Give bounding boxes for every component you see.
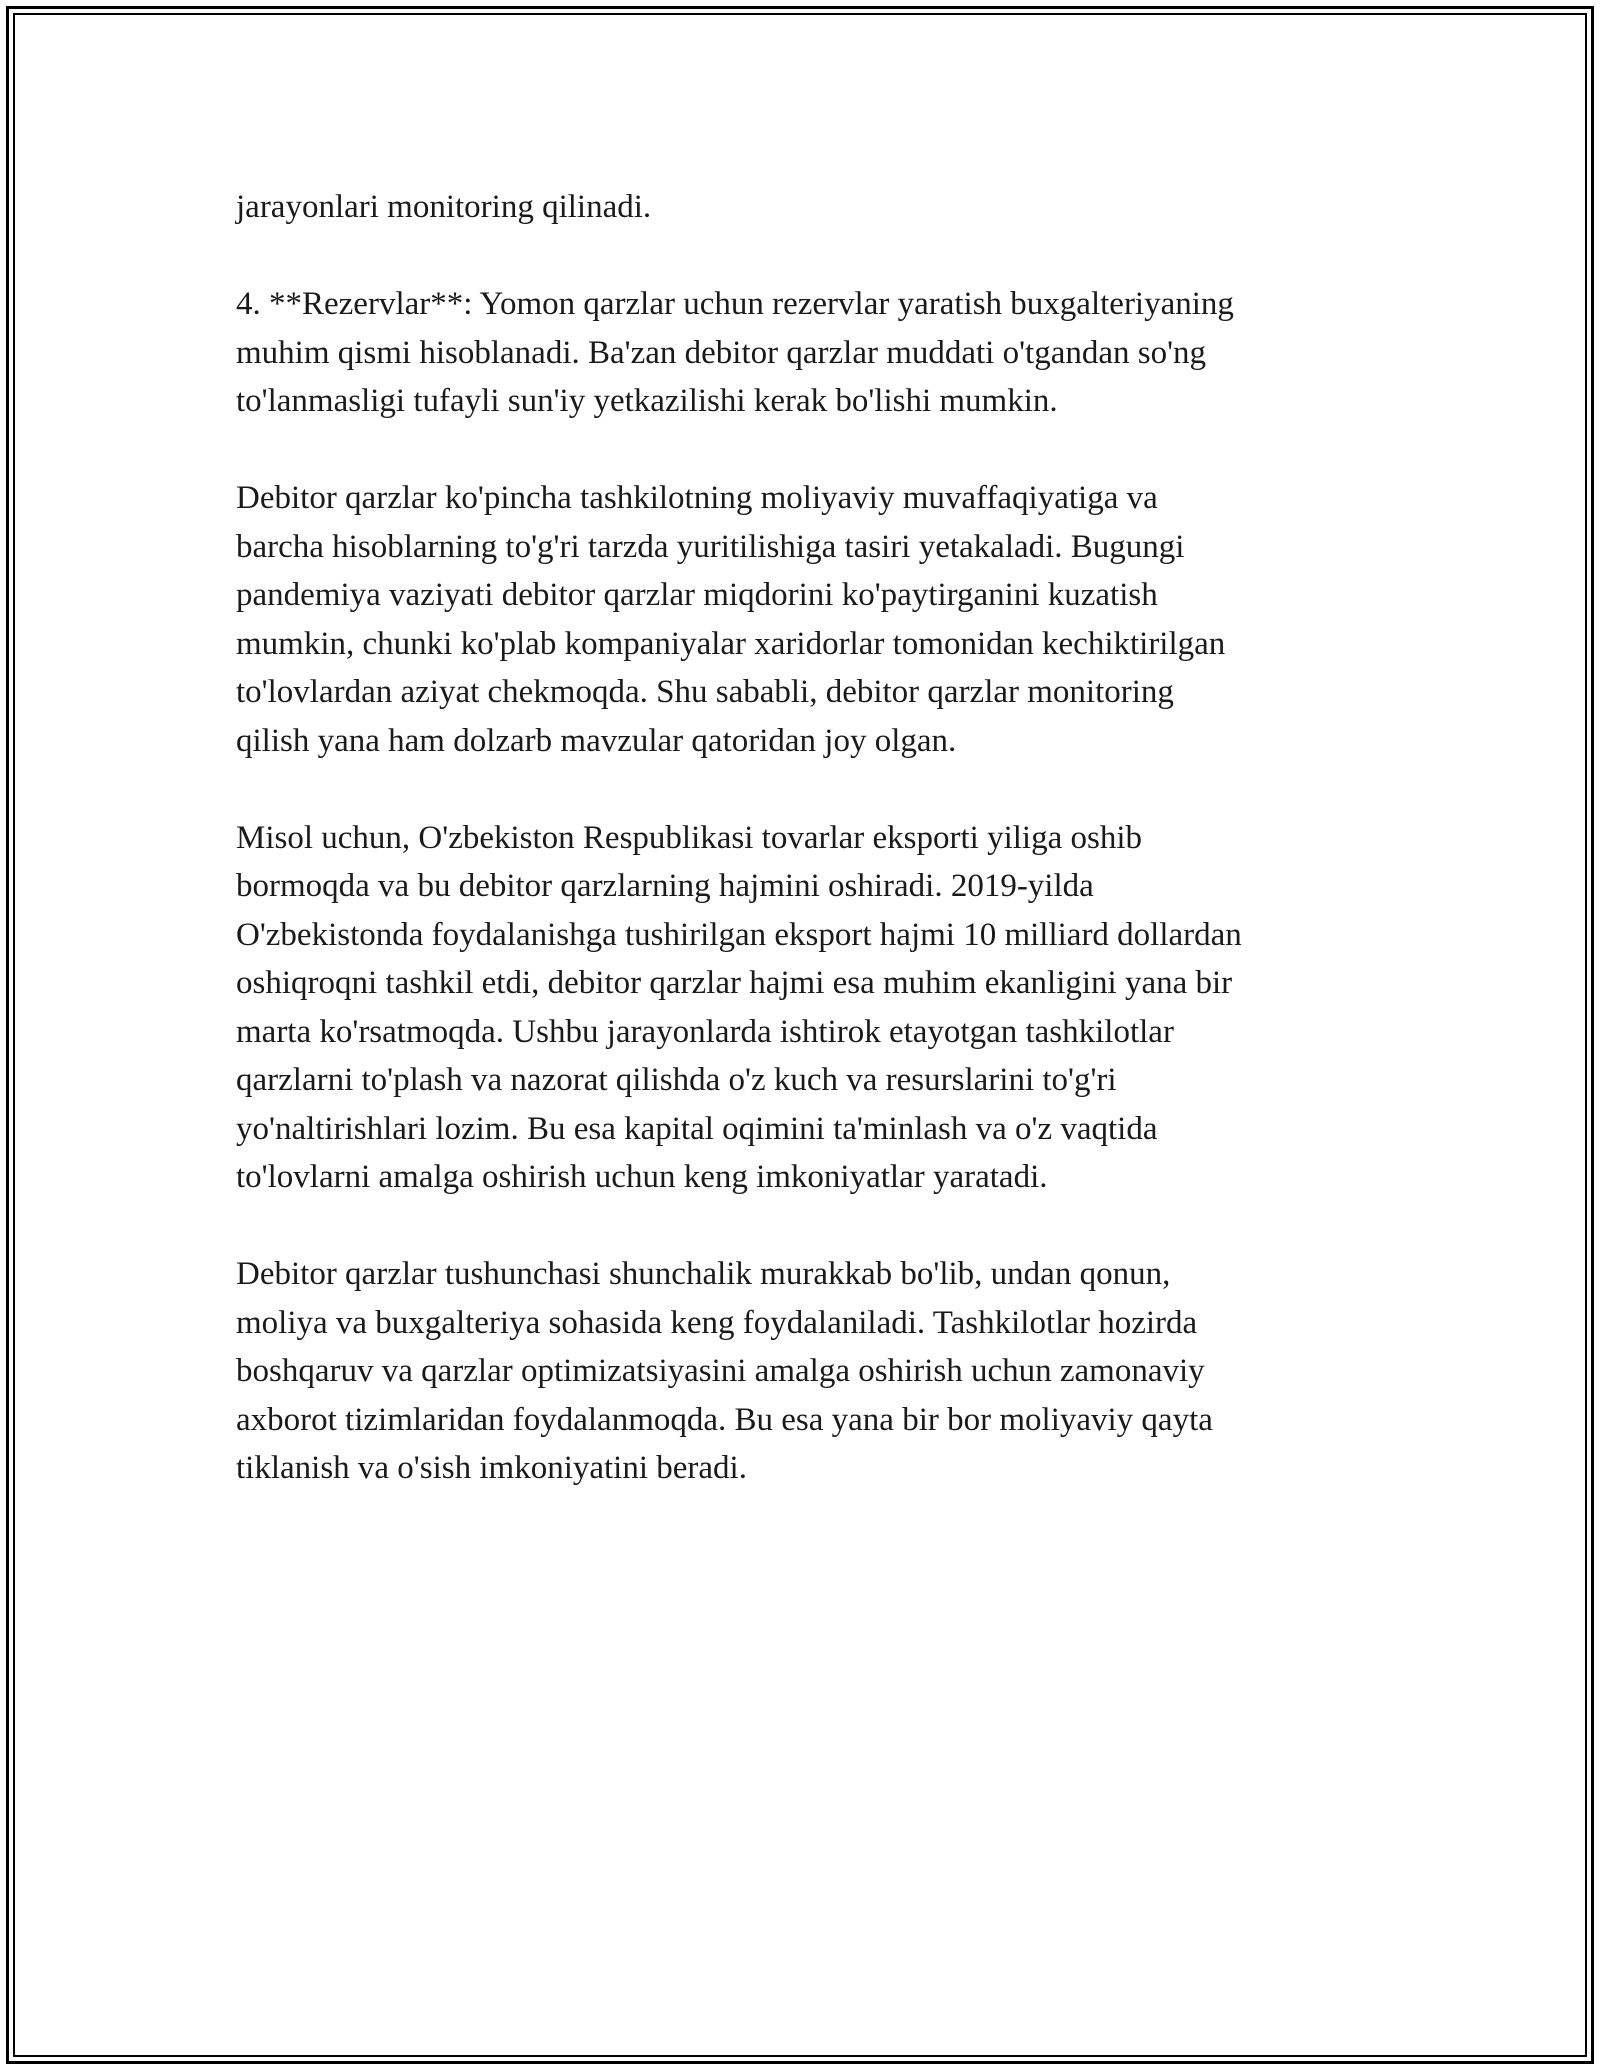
text-line: Debitor qarzlar tushunchasi shunchalik murakkab bo'lib, undan qonun, bbox=[236, 1256, 1171, 1292]
paragraph-1 bbox=[236, 183, 1366, 232]
text-line: jarayonlari monitoring qilinadi. bbox=[236, 189, 652, 225]
paragraph-3 bbox=[236, 474, 1366, 765]
paragraph-4 bbox=[236, 814, 1366, 1202]
text-line: barcha hisoblarning to'g'ri tarzda yuritilishiga tasiri yetakaladi. Bugungi bbox=[236, 528, 1185, 565]
text-line: marta ko'rsatmoqda. Ushbu jarayonlarda ishtirok etayotgan tashkilotlar bbox=[236, 1013, 1174, 1050]
text-line: mumkin, chunki ko'plab kompaniyalar xaridorlar tomonidan kechiktirilgan bbox=[236, 625, 1226, 662]
text-line: Debitor qarzlar ko'pincha tashkilotning moliyaviy muvaffaqiyatiga va bbox=[236, 480, 1158, 516]
text-line: 4. **Rezervlar**: Yomon qarzlar uchun rezervlar yaratish buxgalteriyaning bbox=[236, 286, 1234, 322]
text-line: to'lovlardan aziyat chekmoqda. Shu sababli, debitor qarzlar monitoring bbox=[236, 674, 1174, 710]
text-line: yo'naltirishlari lozim. Bu esa kapital oqimini ta'minlash va o'z vaqtida bbox=[236, 1110, 1158, 1147]
text-line: Misol uchun, O'zbekiston Respublikasi tovarlar eksporti yiliga oshib bbox=[236, 819, 1143, 856]
document-body bbox=[236, 183, 1366, 1541]
paragraph-5 bbox=[236, 1250, 1366, 1493]
text-line: qilish yana ham dolzarb mavzular qatoridan joy olgan. bbox=[236, 722, 957, 759]
paragraph-2 bbox=[236, 280, 1366, 426]
text-line: to'lovlarni amalga oshirish uchun keng imkoniyatlar yaratadi. bbox=[236, 1159, 1048, 1195]
text-line: tiklanish va o'sish imkoniyatini beradi. bbox=[236, 1450, 747, 1486]
text-line: pandemiya vaziyati debitor qarzlar miqdorini ko'paytirganini kuzatish bbox=[236, 577, 1158, 613]
text-line: boshqaruv va qarzlar optimizatsiyasini amalga oshirish uchun zamonaviy bbox=[236, 1353, 1205, 1389]
text-line: bormoqda va bu debitor qarzlarning hajmini oshiradi. 2019-yilda bbox=[236, 868, 1094, 904]
text-line: O'zbekistonda foydalanishga tushirilgan eksport hajmi 10 milliard dollardan bbox=[236, 916, 1242, 953]
text-line: moliya va buxgalteriya sohasida keng foydalaniladi. Tashkilotlar hozirda bbox=[236, 1304, 1198, 1341]
text-line: to'lanmasligi tufayli sun'iy yetkazilishi kerak bo'lishi mumkin. bbox=[236, 383, 1058, 419]
text-line: axborot tizimlaridan foydalanmoqda. Bu esa yana bir bor moliyaviy qayta bbox=[236, 1401, 1213, 1438]
text-line: qarzlarni to'plash va nazorat qilishda o'z kuch va resurslarini to'g'ri bbox=[236, 1062, 1117, 1098]
text-line: muhim qismi hisoblanadi. Ba'zan debitor qarzlar muddati o'tgandan so'ng bbox=[236, 334, 1207, 371]
text-line: oshiqroqni tashkil etdi, debitor qarzlar hajmi esa muhim ekanligini yana bir bbox=[236, 965, 1233, 1001]
